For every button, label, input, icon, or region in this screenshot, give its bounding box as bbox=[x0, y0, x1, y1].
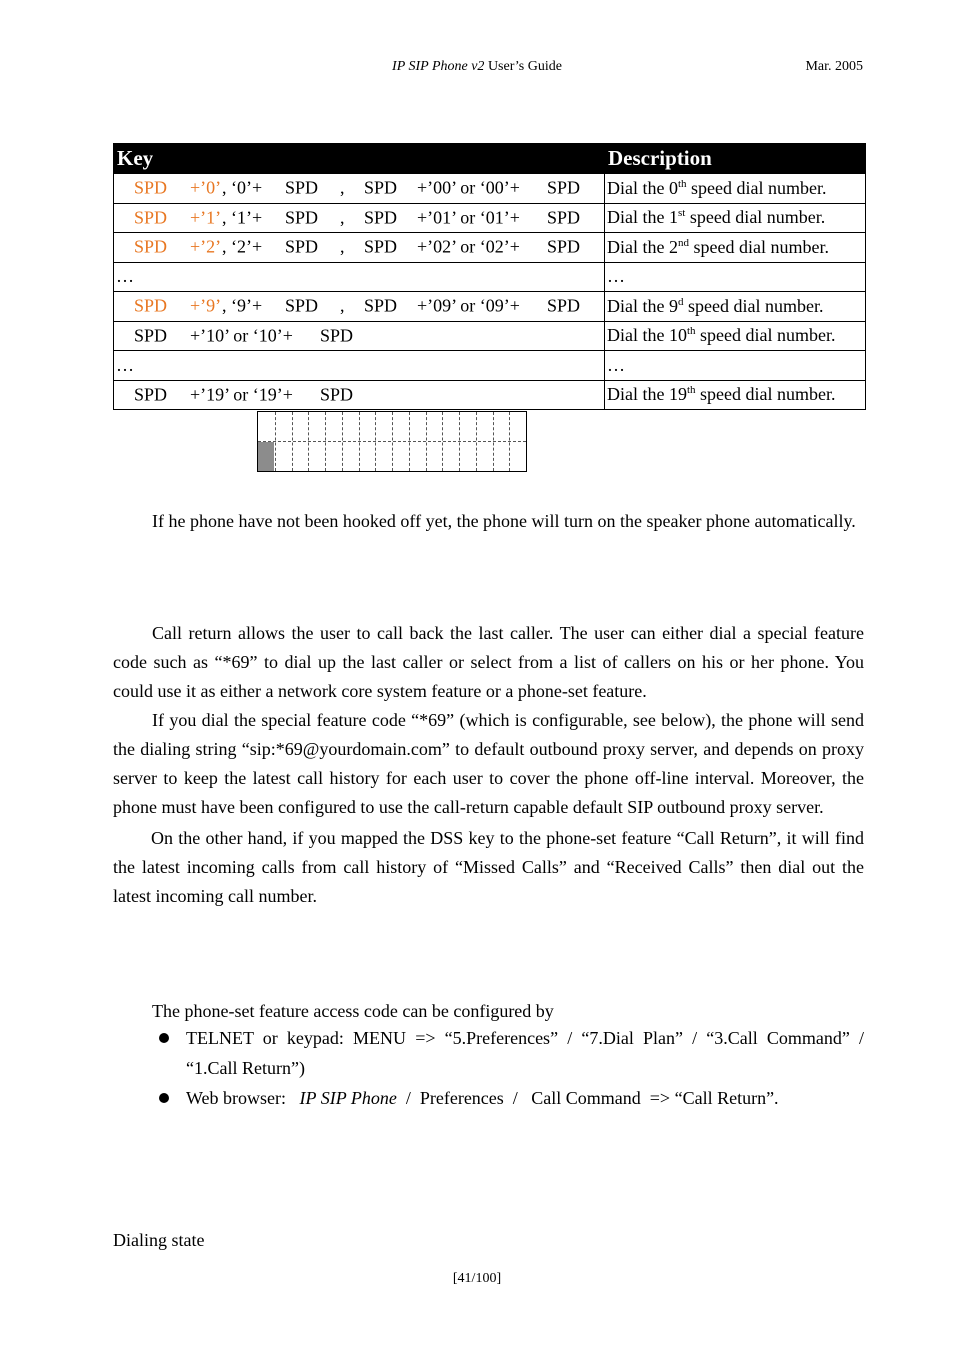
key-token: SPD bbox=[134, 384, 168, 405]
key-cell bbox=[114, 174, 605, 204]
lcd-column-divider bbox=[392, 412, 393, 471]
speed-dial-table bbox=[113, 143, 866, 410]
bullet-telnet bbox=[151, 1023, 864, 1083]
page-number: [41/100] bbox=[452, 1271, 502, 1286]
lcd-column-divider bbox=[359, 412, 360, 471]
call-return-para-2: If you dial the special feature code “*69” (which is configurable, see below), the phone will send the dialing string “sip:*69@yourdomain.com” to default outbound proxy server, and depends on proxy server to keep the latest call history for each user to cover the phone off-line interval. Moreover, the phone must have been configured to use the call-return capable default SIP outbound proxy server. bbox=[113, 710, 864, 817]
lcd-column-divider bbox=[442, 412, 443, 471]
key-token: +’19’ or ‘19’+ bbox=[190, 384, 293, 405]
lcd-column-divider bbox=[509, 412, 510, 471]
call-return-para-1: Call return allows the user to call back the last caller. The user can either dial a special feature code such as “*69” to dial up the last caller or select from a list of callers on his or her phone. You could use it as either a network core system feature or a phone-set feature. bbox=[113, 623, 864, 701]
description-cell: … bbox=[605, 351, 866, 381]
ordinal-suffix: th bbox=[686, 325, 696, 338]
key-token: , bbox=[340, 177, 345, 198]
header-title-rest: User’s Guide bbox=[484, 59, 562, 74]
table-row bbox=[114, 233, 866, 263]
lcd-column-divider bbox=[493, 412, 494, 471]
ordinal-suffix: d bbox=[677, 295, 684, 308]
key-token: SPD bbox=[285, 236, 319, 257]
key-token: +’0’ bbox=[190, 177, 222, 198]
description-cell bbox=[605, 233, 866, 263]
speaker-paragraph bbox=[113, 507, 864, 536]
key-column-header: Key bbox=[114, 144, 605, 174]
lcd-column-divider bbox=[375, 412, 376, 471]
description-text: speed dial number. bbox=[695, 384, 836, 405]
table-row bbox=[114, 321, 866, 351]
key-token: SPD bbox=[364, 177, 398, 198]
key-token: SPD bbox=[285, 207, 319, 228]
web-browser-italic: IP SIP Phone bbox=[299, 1088, 397, 1108]
key-token: SPD bbox=[134, 236, 168, 257]
key-token: +’9’ bbox=[190, 295, 222, 316]
key-token: SPD bbox=[547, 207, 581, 228]
key-token: +’10’ or ‘10’+ bbox=[190, 325, 293, 346]
description-text: speed dial number. bbox=[683, 295, 824, 316]
bullet-telnet-text: TELNET or keypad: MENU => “5.Preferences” / “7.Dial Plan” / “3.Call Command” / “1.Call Return”) bbox=[186, 1028, 864, 1078]
key-token: SPD bbox=[364, 295, 398, 316]
ordinal-suffix: th bbox=[686, 384, 696, 397]
key-token: , ‘1’+ bbox=[222, 207, 263, 228]
key-token: SPD bbox=[547, 295, 581, 316]
bullet-web-text bbox=[186, 1083, 864, 1113]
description-text: Dial the 1 bbox=[607, 207, 678, 228]
ordinal-suffix: nd bbox=[677, 236, 689, 249]
key-token: , ‘2’+ bbox=[222, 236, 263, 257]
key-token: SPD bbox=[547, 236, 581, 257]
key-cell bbox=[114, 380, 605, 410]
dialing-state-label: Dialing state bbox=[113, 1230, 205, 1250]
key-cell bbox=[114, 321, 605, 351]
bullet-web bbox=[151, 1083, 864, 1113]
description-cell bbox=[605, 321, 866, 351]
table-row bbox=[114, 380, 866, 410]
ordinal-suffix: th bbox=[677, 177, 687, 190]
key-token: +’00’ or ‘00’+ bbox=[417, 177, 520, 198]
lcd-column-divider bbox=[409, 412, 410, 471]
key-token: SPD bbox=[134, 295, 168, 316]
description-column-header: Description bbox=[605, 144, 866, 174]
description-text: speed dial number. bbox=[686, 177, 827, 198]
key-token: +’2’ bbox=[190, 236, 222, 257]
speaker-text: If he phone have not been hooked off yet, the phone will turn on the speaker phone automatically. bbox=[152, 511, 856, 531]
description-text: speed dial number. bbox=[688, 236, 829, 257]
description-cell: … bbox=[605, 262, 866, 292]
key-cell bbox=[114, 292, 605, 322]
key-token: SPD bbox=[285, 295, 319, 316]
description-text: Dial the 0 bbox=[607, 177, 678, 198]
description-text: Dial the 9 bbox=[607, 295, 678, 316]
table-row bbox=[114, 292, 866, 322]
key-token: , bbox=[340, 295, 345, 316]
key-token: SPD bbox=[547, 177, 581, 198]
key-token: SPD bbox=[134, 177, 168, 198]
description-text: speed dial number. bbox=[685, 207, 826, 228]
key-token: SPD bbox=[320, 384, 354, 405]
key-token: SPD bbox=[364, 207, 398, 228]
lcd-cursor-cell bbox=[258, 442, 274, 471]
table-row bbox=[114, 203, 866, 233]
key-cell: … bbox=[114, 262, 605, 292]
key-token: +’02’ or ‘02’+ bbox=[417, 236, 520, 257]
bullet-dot-icon bbox=[159, 1093, 169, 1103]
table-header-row bbox=[114, 144, 866, 174]
lcd-column-divider bbox=[308, 412, 309, 471]
bullet-dot-icon bbox=[159, 1033, 169, 1043]
lcd-grid-illustration bbox=[257, 411, 527, 472]
header-title-italic: IP SIP Phone v2 bbox=[392, 59, 485, 74]
key-token: , ‘9’+ bbox=[222, 295, 263, 316]
config-intro bbox=[113, 997, 864, 1026]
config-intro-text: The phone-set feature access code can be configured by bbox=[152, 1001, 554, 1021]
table-row bbox=[114, 174, 866, 204]
key-cell bbox=[114, 233, 605, 263]
ordinal-suffix: st bbox=[677, 207, 686, 220]
key-token: , ‘0’+ bbox=[222, 177, 263, 198]
description-cell bbox=[605, 203, 866, 233]
key-token: SPD bbox=[285, 177, 319, 198]
table-row bbox=[114, 262, 866, 292]
key-token: SPD bbox=[364, 236, 398, 257]
web-browser-path: / Preferences / Call Command => “Call Return”. bbox=[396, 1088, 779, 1108]
description-cell bbox=[605, 380, 866, 410]
description-text: Dial the 19 bbox=[607, 384, 687, 405]
key-cell bbox=[114, 203, 605, 233]
lcd-column-divider bbox=[292, 412, 293, 471]
description-text: speed dial number. bbox=[695, 325, 836, 346]
description-cell bbox=[605, 174, 866, 204]
lcd-column-divider bbox=[476, 412, 477, 471]
lcd-column-divider bbox=[275, 412, 276, 471]
lcd-column-divider bbox=[426, 412, 427, 471]
call-return-para-3: On the other hand, if you mapped the DSS key to the phone-set feature “Call Return”, it will find the latest incoming calls from call history of “Missed Calls” and “Received Calls” then dial out the latest incoming call number. bbox=[113, 828, 864, 906]
lcd-column-divider bbox=[342, 412, 343, 471]
lcd-column-divider bbox=[459, 412, 460, 471]
description-text: Dial the 2 bbox=[607, 236, 678, 257]
call-return-section bbox=[113, 619, 864, 911]
header-date: Mar. 2005 bbox=[805, 59, 863, 74]
web-browser-label: Web browser: bbox=[186, 1088, 300, 1108]
description-cell bbox=[605, 292, 866, 322]
key-token: +’01’ or ‘01’+ bbox=[417, 207, 520, 228]
key-token: , bbox=[340, 236, 345, 257]
key-token: +’09’ or ‘09’+ bbox=[417, 295, 520, 316]
key-cell: … bbox=[114, 351, 605, 381]
lcd-column-divider bbox=[325, 412, 326, 471]
key-token: , bbox=[340, 207, 345, 228]
key-token: +’1’ bbox=[190, 207, 222, 228]
table-row bbox=[114, 351, 866, 381]
key-token: SPD bbox=[134, 207, 168, 228]
key-token: SPD bbox=[134, 325, 168, 346]
key-token: SPD bbox=[320, 325, 354, 346]
description-text: Dial the 10 bbox=[607, 325, 687, 346]
